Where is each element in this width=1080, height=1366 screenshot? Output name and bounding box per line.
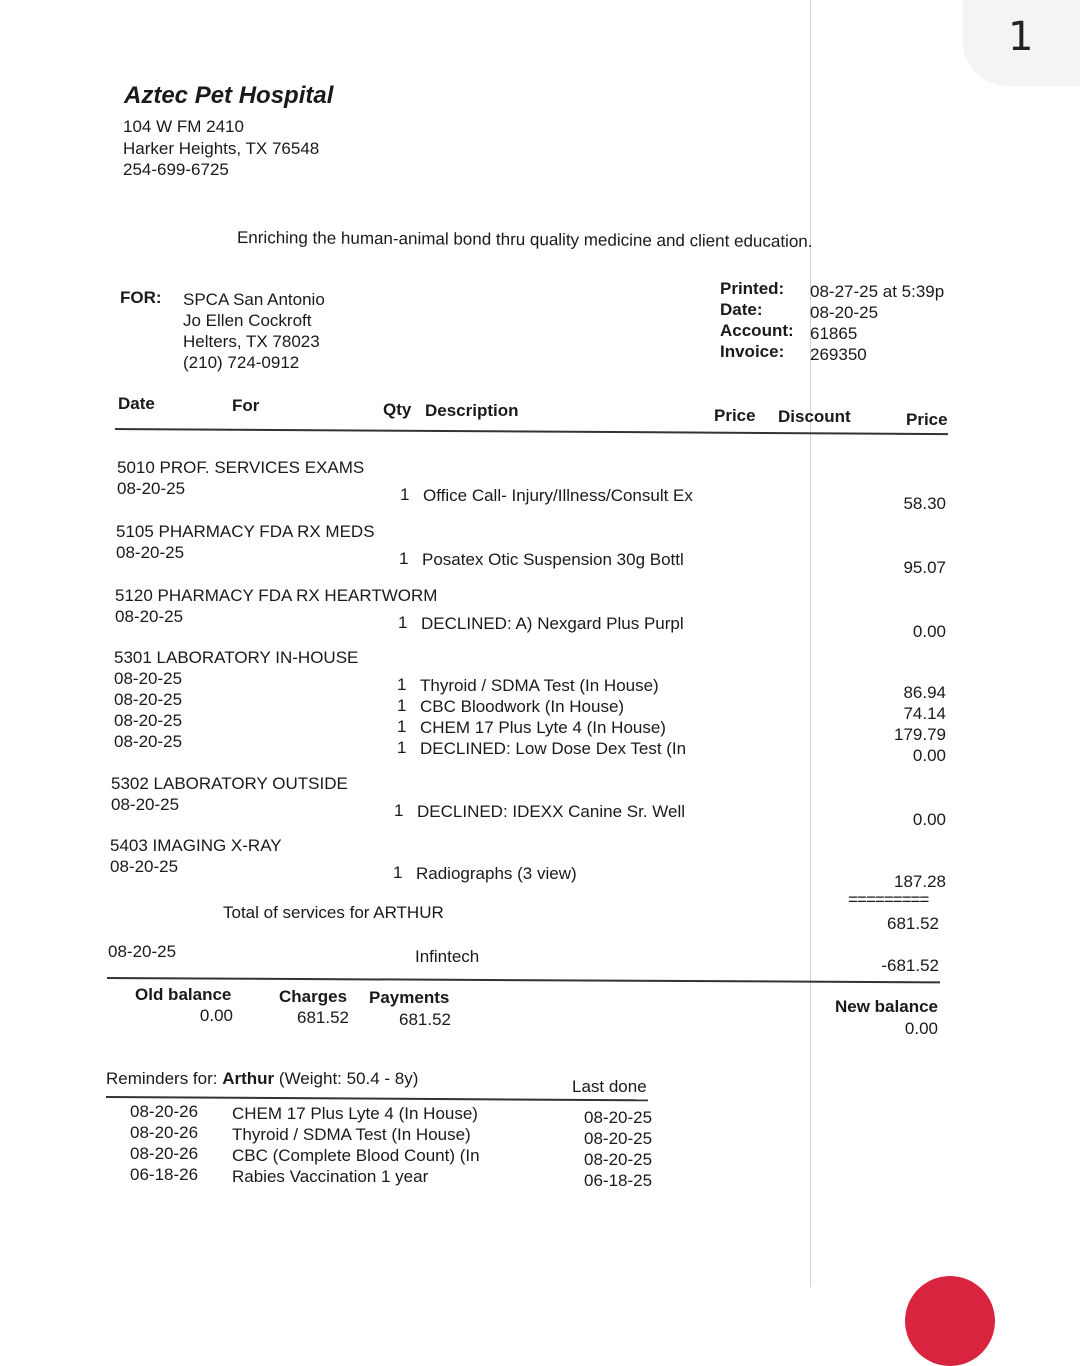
payments-value: 681.52	[399, 1010, 451, 1029]
reminder-description: Thyroid / SDMA Test (In House)	[232, 1125, 471, 1144]
item-description: CHEM 17 Plus Lyte 4 (In House)	[420, 718, 666, 737]
item-description: Posatex Otic Suspension 30g Bottl	[422, 550, 684, 569]
reminder-description: CHEM 17 Plus Lyte 4 (In House)	[232, 1104, 478, 1123]
item-price: 58.30	[903, 494, 946, 513]
header-discount: Discount	[778, 407, 851, 426]
total-value: 681.52	[887, 914, 939, 933]
clinic-tagline: Enriching the human-animal bond thru quality medicine and client education.	[236, 228, 813, 252]
page-fold-line	[810, 0, 811, 1287]
reminder-description: Rabies Vaccination 1 year	[232, 1167, 429, 1186]
charges-label: Charges	[279, 987, 348, 1006]
client-city: Helters, TX 78023	[183, 332, 320, 351]
page-number: 1	[1008, 14, 1034, 60]
clinic-phone: 254-699-6725	[123, 160, 229, 179]
reminder-last-done: 08-20-25	[584, 1150, 653, 1169]
date-label: Date:	[720, 300, 763, 319]
reminders-pet-details: (Weight: 50.4 - 8y)	[278, 1069, 419, 1088]
item-date: 08-20-25	[114, 711, 183, 730]
item-date: 08-20-25	[114, 732, 183, 751]
header-divider	[115, 428, 948, 435]
new-balance-value: 0.00	[904, 1019, 938, 1038]
item-price: 74.14	[903, 704, 946, 723]
reminders-pet-name: Arthur	[222, 1069, 275, 1088]
item-description: DECLINED: IDEXX Canine Sr. Well	[417, 802, 685, 821]
total-separator: =========	[848, 890, 929, 909]
reminder-due-date: 08-20-26	[130, 1123, 199, 1142]
for-label: FOR:	[120, 288, 162, 307]
old-balance-label: Old balance	[135, 985, 232, 1004]
item-price: 0.00	[912, 810, 946, 829]
item-qty: 1	[393, 863, 403, 882]
payment-description: Infintech	[415, 947, 480, 966]
item-date: 08-20-25	[110, 857, 179, 876]
new-balance-label: New balance	[835, 997, 938, 1016]
printed-label: Printed:	[720, 279, 785, 298]
category-heading: 5403 IMAGING X-RAY	[110, 836, 282, 855]
item-description: Radiographs (3 view)	[416, 864, 577, 883]
last-done-label: Last done	[572, 1077, 647, 1096]
reminders-divider	[106, 1096, 648, 1101]
item-price: 0.00	[912, 622, 946, 641]
client-contact: Jo Ellen Cockroft	[183, 311, 312, 330]
floating-action-button[interactable]	[905, 1276, 995, 1366]
payment-date: 08-20-25	[108, 942, 177, 961]
reminders-prefix: Reminders for:	[106, 1069, 218, 1088]
clinic-address-line2: Harker Heights, TX 76548	[123, 139, 320, 158]
item-qty: 1	[397, 717, 407, 736]
item-description: DECLINED: A) Nexgard Plus Purpl	[421, 614, 684, 633]
item-qty: 1	[400, 485, 410, 504]
reminder-last-done: 06-18-25	[584, 1171, 653, 1190]
clinic-name: Aztec Pet Hospital	[124, 82, 334, 109]
clinic-address-line1: 104 W FM 2410	[123, 117, 244, 136]
header-total-price: Price	[906, 410, 948, 429]
reminder-due-date: 08-20-26	[130, 1102, 199, 1121]
account-label: Account:	[720, 321, 794, 340]
account-value: 61865	[810, 324, 858, 343]
date-value: 08-20-25	[810, 303, 879, 322]
item-description: Thyroid / SDMA Test (In House)	[420, 676, 659, 695]
invoice-label: Invoice:	[720, 342, 785, 361]
item-price: 0.00	[912, 746, 946, 765]
item-date: 08-20-25	[117, 479, 186, 498]
total-label: Total of services for ARTHUR	[223, 903, 444, 922]
item-description: Office Call- Injury/Illness/Consult Ex	[423, 486, 693, 505]
reminders-heading	[106, 1069, 418, 1089]
item-price: 86.94	[903, 683, 946, 702]
charges-value: 681.52	[297, 1008, 349, 1027]
invoice-meta-values	[810, 281, 944, 365]
client-name: SPCA San Antonio	[183, 290, 325, 309]
item-description: CBC Bloodwork (In House)	[420, 697, 625, 716]
header-description: Description	[425, 401, 519, 420]
item-qty: 1	[397, 675, 407, 694]
reminder-description: CBC (Complete Blood Count) (In	[232, 1146, 480, 1165]
item-price: 95.07	[903, 558, 946, 577]
printed-value: 08-27-25 at 5:39p	[810, 282, 945, 301]
payment-amount: -681.52	[881, 956, 939, 975]
reminder-last-done: 08-20-25	[584, 1108, 653, 1127]
item-qty: 1	[394, 801, 404, 820]
reminder-due-date: 06-18-26	[130, 1165, 199, 1184]
item-date: 08-20-25	[115, 607, 184, 626]
item-qty: 1	[397, 738, 407, 757]
category-heading: 5105 PHARMACY FDA RX MEDS	[116, 522, 375, 541]
client-phone: (210) 724-0912	[183, 353, 300, 372]
reminder-due-date: 08-20-26	[130, 1144, 199, 1163]
item-date: 08-20-25	[116, 543, 185, 562]
item-description: DECLINED: Low Dose Dex Test (In	[420, 739, 687, 758]
header-date: Date	[118, 394, 155, 413]
category-heading: 5302 LABORATORY OUTSIDE	[111, 774, 348, 793]
item-price: 179.79	[894, 725, 946, 744]
header-for: For	[232, 396, 260, 415]
payments-label: Payments	[369, 988, 450, 1007]
header-price: Price	[714, 406, 756, 425]
reminder-last-done: 08-20-25	[584, 1129, 653, 1148]
client-address	[183, 289, 325, 373]
category-heading: 5010 PROF. SERVICES EXAMS	[117, 458, 365, 477]
invoice-value: 269350	[810, 345, 867, 364]
item-date: 08-20-25	[114, 669, 183, 688]
item-date: 08-20-25	[114, 690, 183, 709]
item-qty: 1	[399, 549, 409, 568]
item-qty: 1	[397, 696, 407, 715]
payment-divider	[107, 977, 940, 983]
invoice-meta-labels	[720, 278, 794, 362]
category-heading: 5301 LABORATORY IN-HOUSE	[114, 648, 359, 667]
old-balance-value: 0.00	[199, 1006, 233, 1025]
item-price: 187.28	[894, 872, 946, 891]
item-date: 08-20-25	[111, 795, 180, 814]
category-heading: 5120 PHARMACY FDA RX HEARTWORM	[115, 586, 438, 605]
header-qty: Qty	[383, 400, 412, 419]
item-qty: 1	[398, 613, 408, 632]
